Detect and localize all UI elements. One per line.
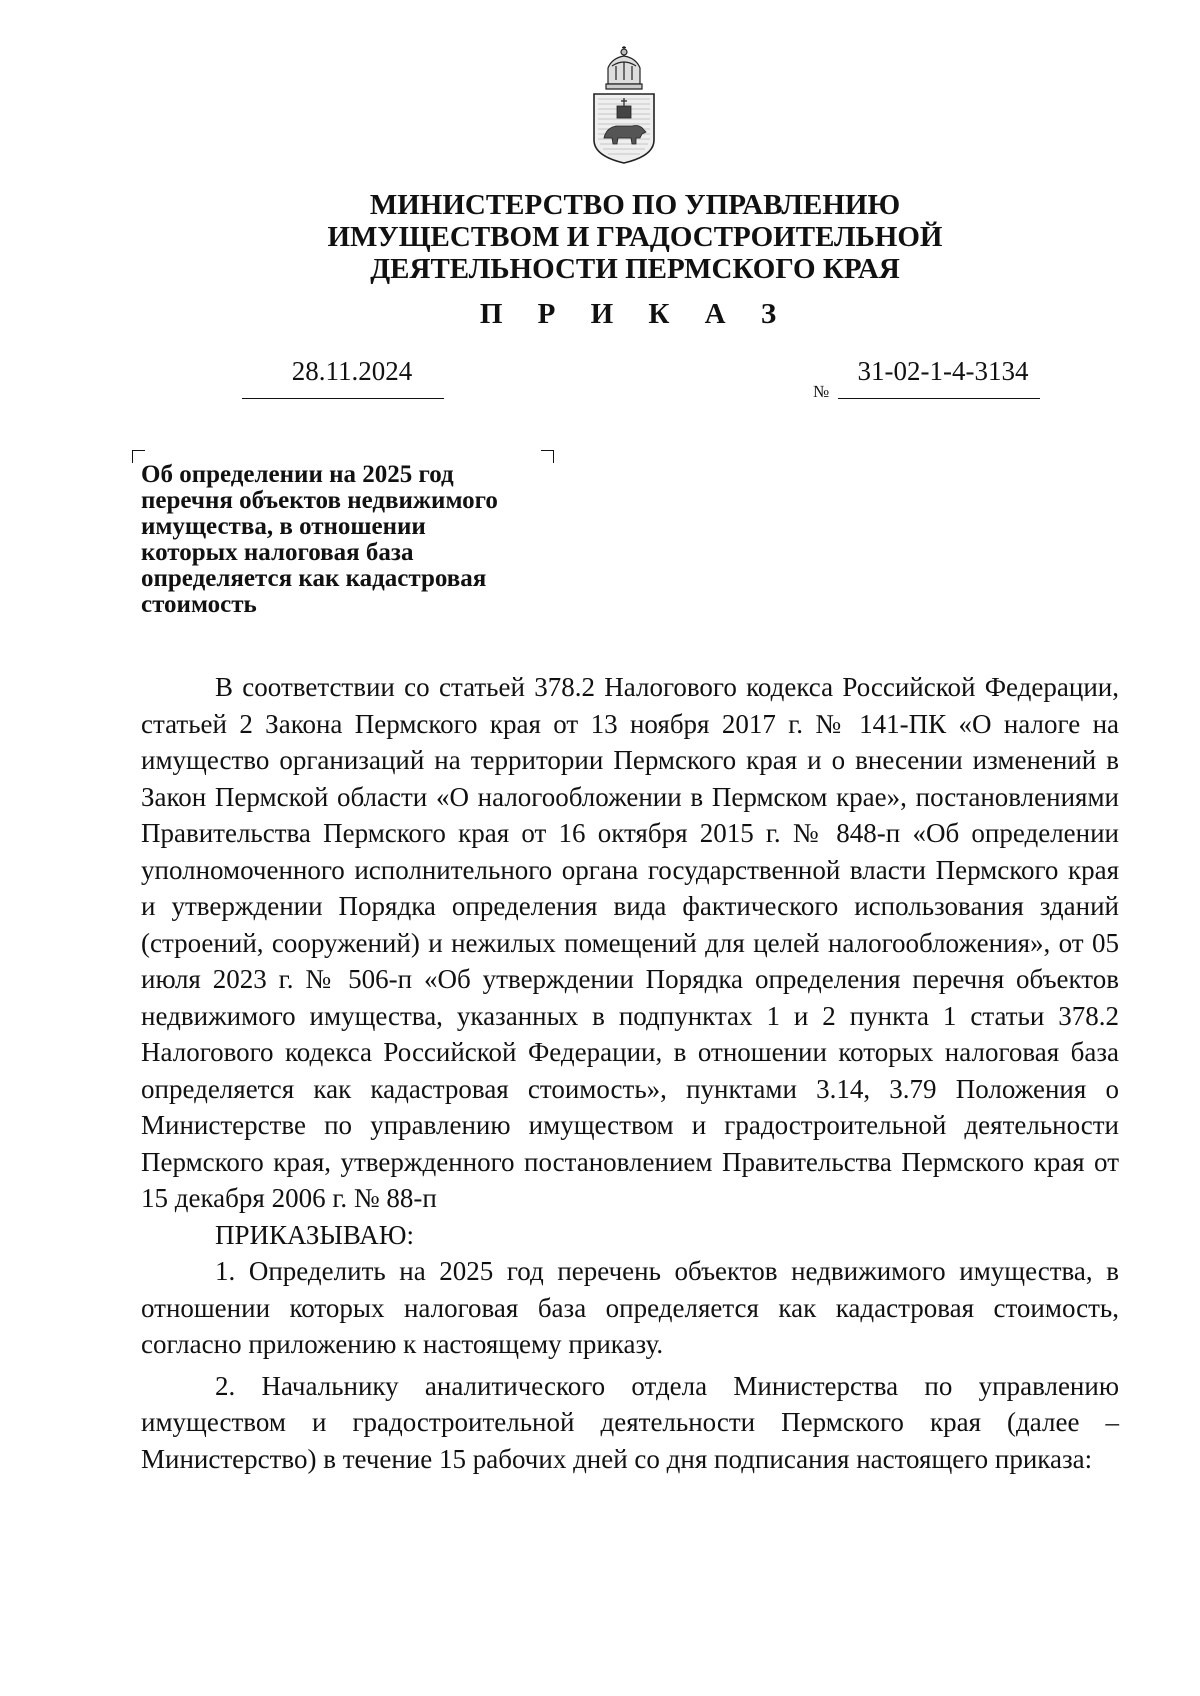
ministry-name-line-2: ИМУЩЕСТВОМ И ГРАДОСТРОИТЕЛЬНОЙ — [327, 221, 943, 253]
order-body — [141, 669, 1119, 1477]
date-underline — [242, 398, 444, 399]
order-item-2: 2. Начальнику аналитического отдела Министерства по управлению имуществом и градостроительной деятельности Пермского края (далее – Министерство) в течение 15 рабочих дней со дня подписания настоящего приказа: — [141, 1370, 1119, 1474]
subject-line: перечня объектов недвижимого — [141, 487, 498, 514]
ministry-name — [0, 189, 1200, 285]
decree-word: ПРИКАЗЫВАЮ: — [215, 1219, 414, 1250]
order-number: 31-02-1-4-3134 — [857, 356, 1029, 386]
subject-line: Об определении на 2025 год — [141, 461, 454, 488]
number-sign: № — [813, 382, 830, 401]
subject-line: определяется как кадастровая — [141, 565, 487, 592]
document-type-heading: П Р И К А З — [479, 298, 791, 330]
subject-line: стоимость — [141, 591, 257, 618]
ministry-name-line-3: ДЕЯТЕЛЬНОСТИ ПЕРМСКОГО КРАЯ — [370, 253, 900, 285]
subject-line: имущества, в отношении — [141, 513, 426, 540]
preamble-paragraph: В соответствии со статьей 378.2 Налогового кодекса Российской Федерации, статьей 2 Закона Пермского края от 13 ноября 2017 г. № 141-ПК «О налоге на имущество организаций на территории Пермского края и о внесении изменений в Закон Пермской области «О налогообложении в Пермском крае», постановлениями Правительства Пермского края от 16 октября 2015 г. № 848-п «Об определении уполномоченного исполнительного органа государственной власти Пермского края и утверждении Порядка определения вида фактического использования зданий (строений, сооружений) и нежилых помещений для целей налогообложения», от 05 июля 2023 г. № 506-п «Об утверждении Порядка определения перечня объектов недвижимого имущества, указанных в подпунктах 1 и 2 пункта 1 статьи 378.2 Налогового кодекса Российской Федерации, в отношении которых налоговая база определяется как кадастровая стоимость», пунктами 3.14, 3.79 Положения о Министерстве по управлению имуществом и градостроительной деятельности Пермского края, утвержденного постановлением Правительства Пермского края от 15 декабря 2006 г. № 88-п — [141, 672, 1119, 1213]
order-item-1: 1. Определить на 2025 год перечень объектов недвижимого имущества, в отношении которых налоговая база определяется как кадастровая стоимость, согласно приложению к настоящему приказу. — [141, 1256, 1119, 1359]
ministry-name-line-1: МИНИСТЕРСТВО ПО УПРАВЛЕНИЮ — [369, 189, 901, 221]
subject-line: которых налоговая база — [141, 539, 414, 566]
order-date: 28.11.2024 — [291, 356, 413, 386]
number-underline — [838, 398, 1040, 399]
order-subject — [141, 462, 571, 618]
perm-krai-coat-of-arms-icon — [590, 44, 658, 166]
